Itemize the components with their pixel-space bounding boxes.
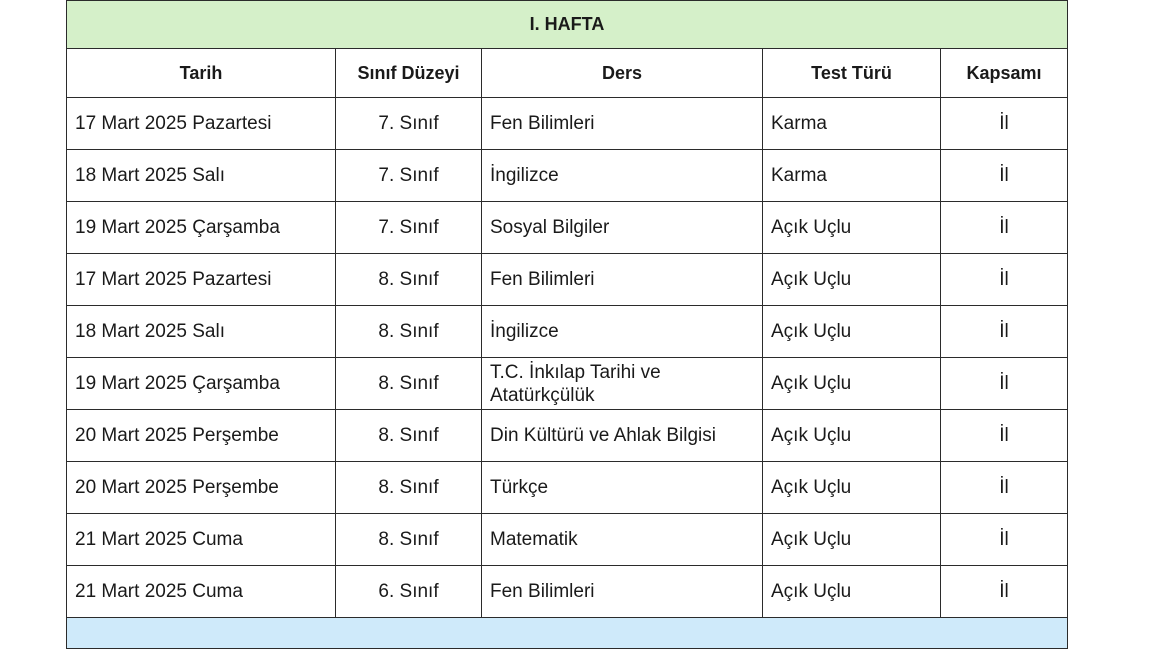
cell-grade: 8. Sınıf [336, 514, 482, 566]
exam-schedule-table [66, 0, 1068, 649]
week-title: I. HAFTA [67, 1, 1068, 49]
cell-grade: 7. Sınıf [336, 202, 482, 254]
cell-scope: İl [941, 98, 1068, 150]
table-row [67, 202, 1068, 254]
cell-course: T.C. İnkılap Tarihi ve Atatürkçülük [482, 358, 763, 410]
table-row [67, 98, 1068, 150]
cell-date: 21 Mart 2025 Cuma [67, 566, 336, 618]
cell-test-type: Açık Uçlu [763, 202, 941, 254]
cell-scope: İl [941, 150, 1068, 202]
cell-course: İngilizce [482, 150, 763, 202]
cell-test-type: Açık Uçlu [763, 514, 941, 566]
cell-test-type: Açık Uçlu [763, 410, 941, 462]
next-section-cell [67, 618, 1068, 649]
table-row [67, 514, 1068, 566]
header-date: Tarih [67, 49, 336, 98]
cell-scope: İl [941, 514, 1068, 566]
cell-date: 20 Mart 2025 Perşembe [67, 410, 336, 462]
cell-grade: 8. Sınıf [336, 358, 482, 410]
header-scope: Kapsamı [941, 49, 1068, 98]
cell-date: 19 Mart 2025 Çarşamba [67, 358, 336, 410]
cell-date: 20 Mart 2025 Perşembe [67, 462, 336, 514]
table-row [67, 306, 1068, 358]
cell-course: Fen Bilimleri [482, 98, 763, 150]
week-header-row [67, 1, 1068, 49]
column-header-row [67, 49, 1068, 98]
header-grade: Sınıf Düzeyi [336, 49, 482, 98]
cell-test-type: Açık Uçlu [763, 358, 941, 410]
cell-grade: 8. Sınıf [336, 306, 482, 358]
table-row [67, 358, 1068, 410]
cell-course: İngilizce [482, 306, 763, 358]
cell-scope: İl [941, 462, 1068, 514]
cell-date: 19 Mart 2025 Çarşamba [67, 202, 336, 254]
cell-date: 18 Mart 2025 Salı [67, 306, 336, 358]
cell-grade: 6. Sınıf [336, 566, 482, 618]
cell-date: 21 Mart 2025 Cuma [67, 514, 336, 566]
cell-course: Fen Bilimleri [482, 254, 763, 306]
cell-course: Matematik [482, 514, 763, 566]
cell-scope: İl [941, 202, 1068, 254]
header-course: Ders [482, 49, 763, 98]
cell-date: 17 Mart 2025 Pazartesi [67, 254, 336, 306]
schedule-table-container [66, 0, 1067, 649]
cell-scope: İl [941, 254, 1068, 306]
cell-test-type: Açık Uçlu [763, 566, 941, 618]
cell-test-type: Karma [763, 150, 941, 202]
cell-scope: İl [941, 306, 1068, 358]
cell-grade: 7. Sınıf [336, 150, 482, 202]
cell-test-type: Açık Uçlu [763, 462, 941, 514]
cell-scope: İl [941, 410, 1068, 462]
table-row [67, 566, 1068, 618]
cell-grade: 8. Sınıf [336, 254, 482, 306]
cell-test-type: Açık Uçlu [763, 306, 941, 358]
cell-test-type: Açık Uçlu [763, 254, 941, 306]
header-test-type: Test Türü [763, 49, 941, 98]
cell-grade: 8. Sınıf [336, 410, 482, 462]
cell-course: Din Kültürü ve Ahlak Bilgisi [482, 410, 763, 462]
cell-grade: 8. Sınıf [336, 462, 482, 514]
cell-grade: 7. Sınıf [336, 98, 482, 150]
table-row [67, 254, 1068, 306]
table-row [67, 462, 1068, 514]
next-section-header [67, 618, 1068, 649]
cell-scope: İl [941, 566, 1068, 618]
cell-date: 17 Mart 2025 Pazartesi [67, 98, 336, 150]
table-row [67, 410, 1068, 462]
cell-course: Sosyal Bilgiler [482, 202, 763, 254]
cell-course: Fen Bilimleri [482, 566, 763, 618]
table-row [67, 150, 1068, 202]
cell-course: Türkçe [482, 462, 763, 514]
cell-scope: İl [941, 358, 1068, 410]
cell-test-type: Karma [763, 98, 941, 150]
cell-date: 18 Mart 2025 Salı [67, 150, 336, 202]
